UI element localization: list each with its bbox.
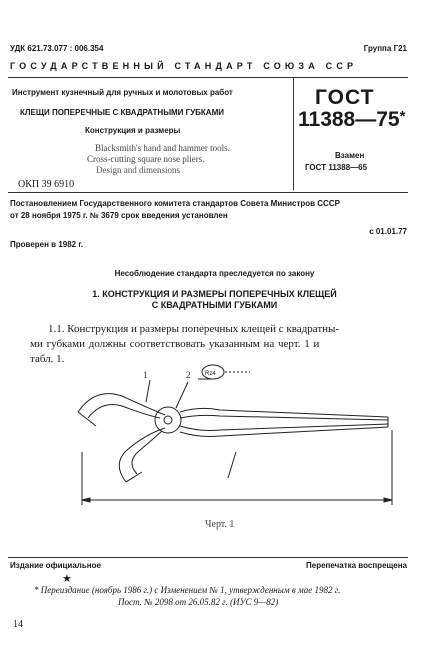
udk-code: УДК 621.73.077 : 006.354: [10, 44, 104, 53]
upper-jaw-outer: [78, 394, 165, 415]
title-rule: [8, 192, 408, 193]
figure-caption: Черт. 1: [205, 519, 235, 530]
section-heading-2: С КВАДРАТНЫМИ ГУБКАМИ: [151, 300, 278, 310]
gost-star: *: [399, 108, 406, 125]
gost-number: [298, 108, 405, 132]
reprint-prohibited: Перепечатка воспрещена: [306, 561, 407, 570]
reissue-note-1: * Переиздание (ноябрь 1986 г.) с Изменением № 1, утвержденным в мае 1982 г.: [34, 585, 341, 595]
star-mark: ★: [62, 573, 72, 585]
dim-arrow-left: [82, 498, 90, 502]
lower-handle-top: [180, 424, 388, 431]
label-1: 1: [143, 370, 148, 380]
official-edition: Издание официальное: [10, 561, 101, 570]
paragraph-line2: ми губками должны соответствовать указанным на черт. 1 и: [30, 338, 320, 350]
replaces-label: Взамен: [335, 151, 365, 160]
upper-tip: [78, 412, 96, 426]
title-en2: Cross-cutting square nose pliers.: [87, 154, 205, 164]
section-heading-1: 1. КОНСТРУКЦИЯ И РАЗМЕРЫ ПОПЕРЕЧНЫХ КЛЕЩЕЙ: [92, 289, 337, 299]
title-line3: Конструкция и размеры: [85, 126, 181, 135]
upper-jaw-inner: [88, 405, 160, 419]
title-line2: КЛЕЩИ ПОПЕРЕЧНЫЕ С КВАДРАТНЫМИ ГУБКАМИ: [20, 108, 224, 117]
title-en1: Blacksmith's hand and hammer tools.: [95, 143, 230, 153]
okp-code: ОКП 39 6910: [18, 179, 75, 190]
decree-line1: Постановлением Государственного комитета стандартов Совета Министров СССР: [10, 199, 340, 208]
paragraph-line1: 1.1. Конструкция и размеры поперечных клещей с квадратны-: [48, 323, 340, 335]
paragraph-line3: табл. 1.: [30, 353, 65, 365]
legal-warning: Несоблюдение стандарта преследуется по закону: [114, 269, 315, 278]
title-en3: Design and dimensions: [96, 165, 180, 175]
roughness-mark: Rz4: [205, 371, 216, 377]
header-rule: [8, 77, 408, 78]
gost-number-value: 11388—75: [298, 108, 400, 131]
checked-note: Проверен в 1982 г.: [10, 240, 84, 249]
lower-jaw-outer: [119, 428, 165, 482]
replaces-value: ГОСТ 11388—65: [305, 163, 368, 172]
dim-l-mark: [228, 452, 236, 478]
footer-rule: [8, 557, 408, 558]
lower-jaw-inner: [132, 431, 162, 474]
title-line1: Инструмент кузнечный для ручных и молотовых работ: [12, 88, 233, 97]
decree-date: с 01.01.77: [369, 227, 407, 236]
lower-handle-bottom: [180, 427, 388, 437]
lower-tip: [126, 472, 142, 482]
hinge-rivet: [164, 416, 172, 424]
gost-label: ГОСТ: [315, 86, 375, 109]
dim-arrow-right: [384, 498, 392, 502]
hinge-outer: [155, 407, 181, 433]
standard-title: ГОСУДАРСТВЕННЫЙ СТАНДАРТ СОЮЗА ССР: [10, 61, 358, 71]
pliers-drawing: [0, 360, 429, 520]
decree-line2: от 28 ноября 1975 г. № 3679 срок введения установлен: [10, 211, 228, 220]
page-number: 14: [13, 619, 23, 630]
group-code: Группа Г21: [363, 44, 407, 53]
leader-2: [176, 382, 188, 408]
title-divider: [293, 78, 294, 190]
reissue-note-2: Пост. № 2098 от 26.05.82 г. (ИУС 9—82): [118, 597, 279, 607]
leader-1: [146, 380, 150, 402]
label-2: 2: [186, 370, 191, 380]
